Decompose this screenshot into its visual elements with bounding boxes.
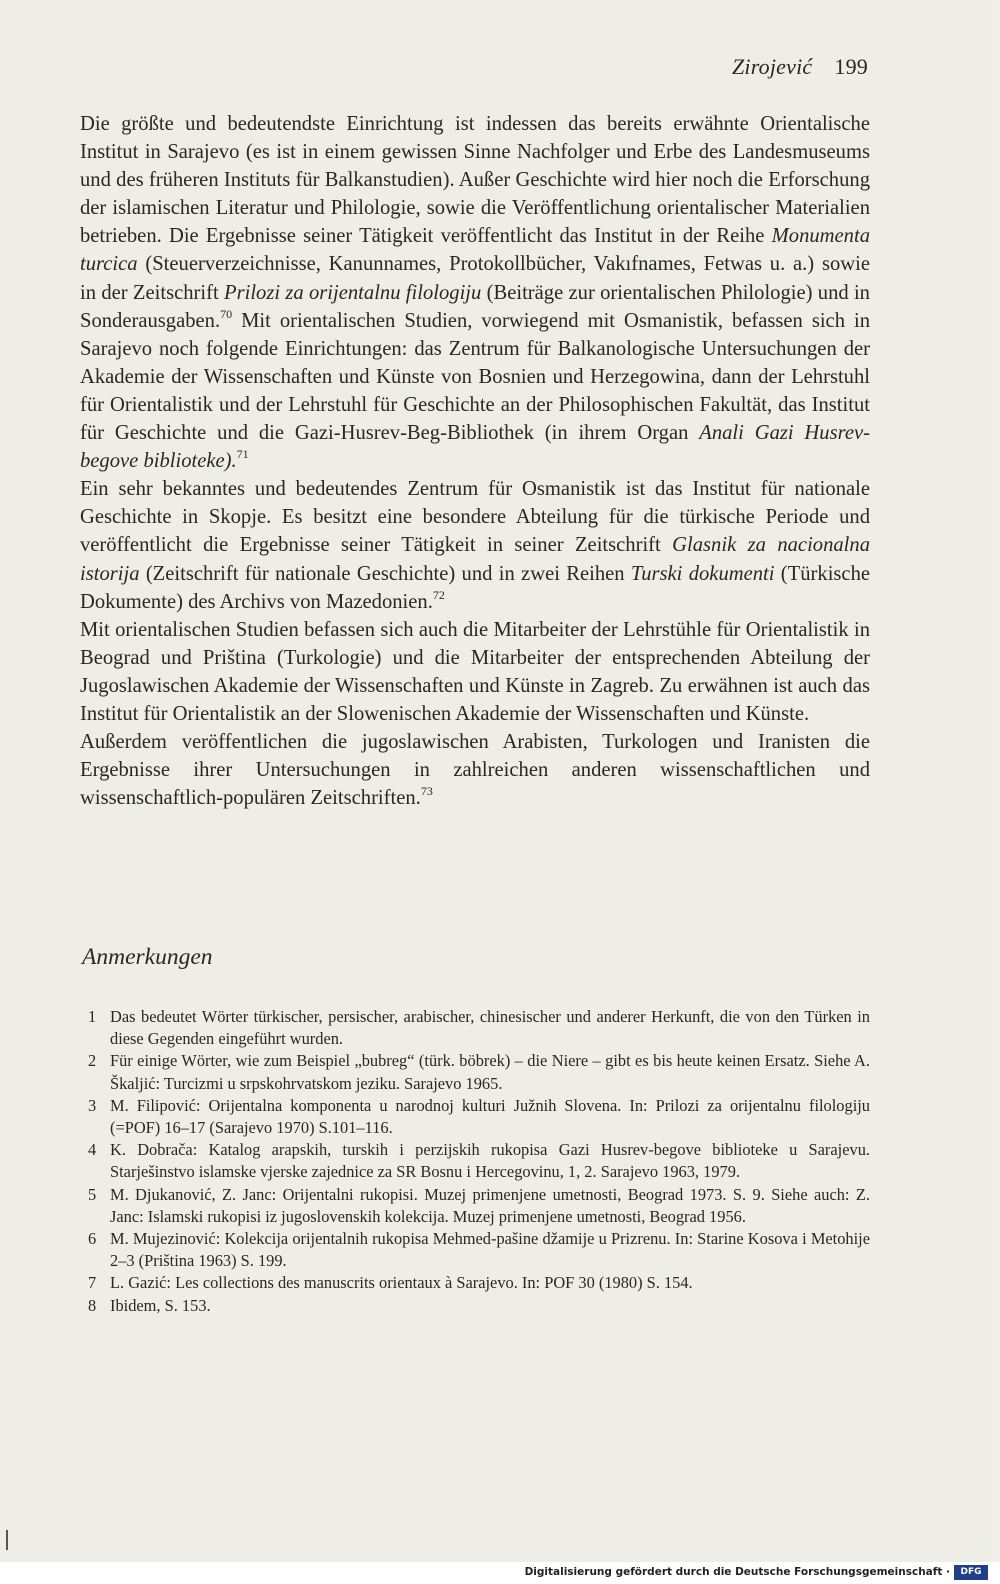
note-text: M. Mujezinović: Kolekcija orijentalnih rukopisa Mehmed-pašine džamije u Prizrenu. In: Starine Kosova i Metohije 2–3 (Priština 1963) S. 199. — [110, 1229, 870, 1271]
notes-heading: Anmerkungen — [82, 944, 213, 970]
paragraph — [80, 475, 870, 615]
note-number: 4 — [88, 1140, 97, 1160]
italic-title: Turski dokumenti — [630, 562, 775, 585]
note-number: 8 — [88, 1295, 97, 1315]
note-item — [88, 1228, 870, 1272]
italic-title: Glasnik za nacionalna istorija — [80, 534, 870, 585]
paragraph — [80, 728, 870, 812]
note-text: Für einige Wörter, wie zum Beispiel „bubreg“ (türk. böbrek) – die Niere – gibt es bis heute keinen Ersatz. Siehe A. Škaljić: Turcizmi u srpskohrvatskom jeziku. Sarajevo 1965. — [110, 1051, 870, 1093]
scan-edge-mark — [6, 1530, 8, 1550]
note-text: K. Dobrača: Katalog arapskih, turskih i perzijskih rukopisa Gazi Husrev-begove biblioteke u Sarajevu. Starješinstvo islamske vjerske zajednice za SR Bosnu i Hercegovinu, 1, 2. Sarajevo 1963, 1979. — [110, 1140, 870, 1182]
page-number: 199 — [834, 54, 868, 79]
note-number: 3 — [88, 1095, 97, 1115]
note-item — [88, 1295, 870, 1317]
italic-title: Anali Gazi Husrev-begove biblioteke). — [80, 422, 871, 473]
text-run: (Zeitschrift für nationale Geschichte) und in zwei Reihen — [139, 562, 631, 585]
note-text: M. Djukanović, Z. Janc: Orijentalni rukopisi. Muzej primenjene umetnosti, Beograd 1973. S. 9. Siehe auch: Z. Janc: Islamski rukopisi iz jugoslovenskih kolekcija. Muzej primenjene umetnosti, Beograd 1956. — [110, 1184, 870, 1226]
text-run: (Steuerverzeichnisse, Kanunnames, Protokollbücher, Vakıfnames, Fetwas u. a.) sowie in der Zeitschrift — [80, 253, 870, 304]
note-item — [88, 1139, 870, 1183]
dfg-logo[interactable]: DFG — [954, 1565, 988, 1580]
running-header-author: Zirojević — [731, 54, 813, 79]
text-run: Ein sehr bekanntes und bedeutendes Zentrum für Osmanistik ist das Institut für nationale Geschichte in Skopje. Es besitzt eine besondere Abteilung für die türkische Periode und veröffentlicht die Ergebnisse seiner Tätigkeit in seiner Zeitschrift — [80, 478, 870, 557]
text-run: Die größte und bedeutendste Einrichtung ist indessen das bereits erwähnte Orientalische Institut in Sarajevo (es ist in einem gewissen Sinne Nachfolger und Erbe des Landesmuseums und des früheren Instituts für Balkanstudien). Außer Geschichte wird hier noch die Erforschung der islamischen Literatur und Philologie, sowie die Veröffentlichung orientalischer Materialien betrieben. Die Ergebnisse seiner Tätigkeit veröffentlicht das Institut in der Reihe — [80, 113, 870, 248]
note-number: 6 — [88, 1229, 97, 1249]
note-text: Ibidem, S. 153. — [110, 1295, 211, 1315]
paragraph — [80, 110, 870, 475]
body-text — [80, 110, 870, 812]
note-number: 5 — [88, 1184, 97, 1204]
note-text: L. Gazić: Les collections des manuscrits orientaux à Sarajevo. In: POF 30 (1980) S. 154. — [110, 1273, 693, 1293]
text-run: Mit orientalischen Studien befassen sich auch die Mitarbeiter der Lehrstühle für Orientalistik in Beograd und Priština (Turkologie) und die Mitarbeiter der entsprechenden Abteilung der Jugoslawischen Akademie der Wissenschaften und Künste in Zagreb. Zu erwähnen ist auch das Institut für Orientalistik an der Slowenischen Akademie der Wissenschaften und Künste. — [80, 618, 870, 725]
note-item — [88, 1184, 870, 1228]
text-run: Außerdem veröffentlichen die jugoslawischen Arabisten, Turkologen und Iranisten die Ergebnisse ihrer Untersuchungen in zahlreichen anderen wissenschaftlichen und wissenschaftlich-populären Zeitschriften. — [80, 731, 870, 810]
running-header — [732, 54, 868, 80]
note-number: 1 — [88, 1007, 97, 1026]
footer-credit: Digitalisierung gefördert durch die Deutsche Forschungsgemeinschaft · — [524, 1566, 950, 1578]
note-text: M. Filipović: Orijentalna komponenta u narodnoj kulturi Južnih Slovena. In: Prilozi za orijentalnu filologiju (=POF) 16–17 (Sarajevo 1970) S.101–116. — [110, 1095, 870, 1138]
footnote-marker: 71 — [236, 447, 249, 462]
footnote-marker: 70 — [220, 306, 233, 321]
note-item — [88, 1006, 870, 1050]
footnote-marker: 72 — [432, 587, 445, 602]
italic-title: Prilozi za orijentalnu filologiju — [224, 281, 482, 304]
note-item — [88, 1050, 870, 1094]
notes-list — [88, 1006, 870, 1317]
note-item — [88, 1272, 870, 1294]
text-run: (Beiträge zur orientalischen Philologie) und in Sonderausgaben. — [80, 281, 870, 332]
note-number: 7 — [88, 1273, 97, 1293]
italic-title: Monumenta turcica — [80, 225, 870, 276]
text-run: (Türkische Dokumente) des Archivs von Mazedonien. — [80, 562, 871, 613]
note-item — [88, 1095, 870, 1139]
footnote-marker: 73 — [420, 784, 433, 799]
text-run: Mit orientalischen Studien, vorwiegend mit Osmanistik, befassen sich in Sarajevo noch folgende Einrichtungen: das Zentrum für Balkanologische Untersuchungen der Akademie der Wissenschaften und Künste von Bosnien und Herzegowina, dann der Lehrstuhl für Orientalistik und der Lehrstuhl für Geschichte an der Philosophischen Fakultät, das Institut für Geschichte und die Gazi-Husrev-Beg-Bibliothek (in ihrem Organ — [80, 309, 870, 445]
note-text: Das bedeutet Wörter türkischer, persischer, arabischer, chinesischer und anderer Herkunft, die von den Türken in diese Gegenden eingeführt wurden. — [110, 1007, 870, 1049]
paragraph — [80, 616, 870, 728]
note-number: 2 — [88, 1051, 97, 1071]
